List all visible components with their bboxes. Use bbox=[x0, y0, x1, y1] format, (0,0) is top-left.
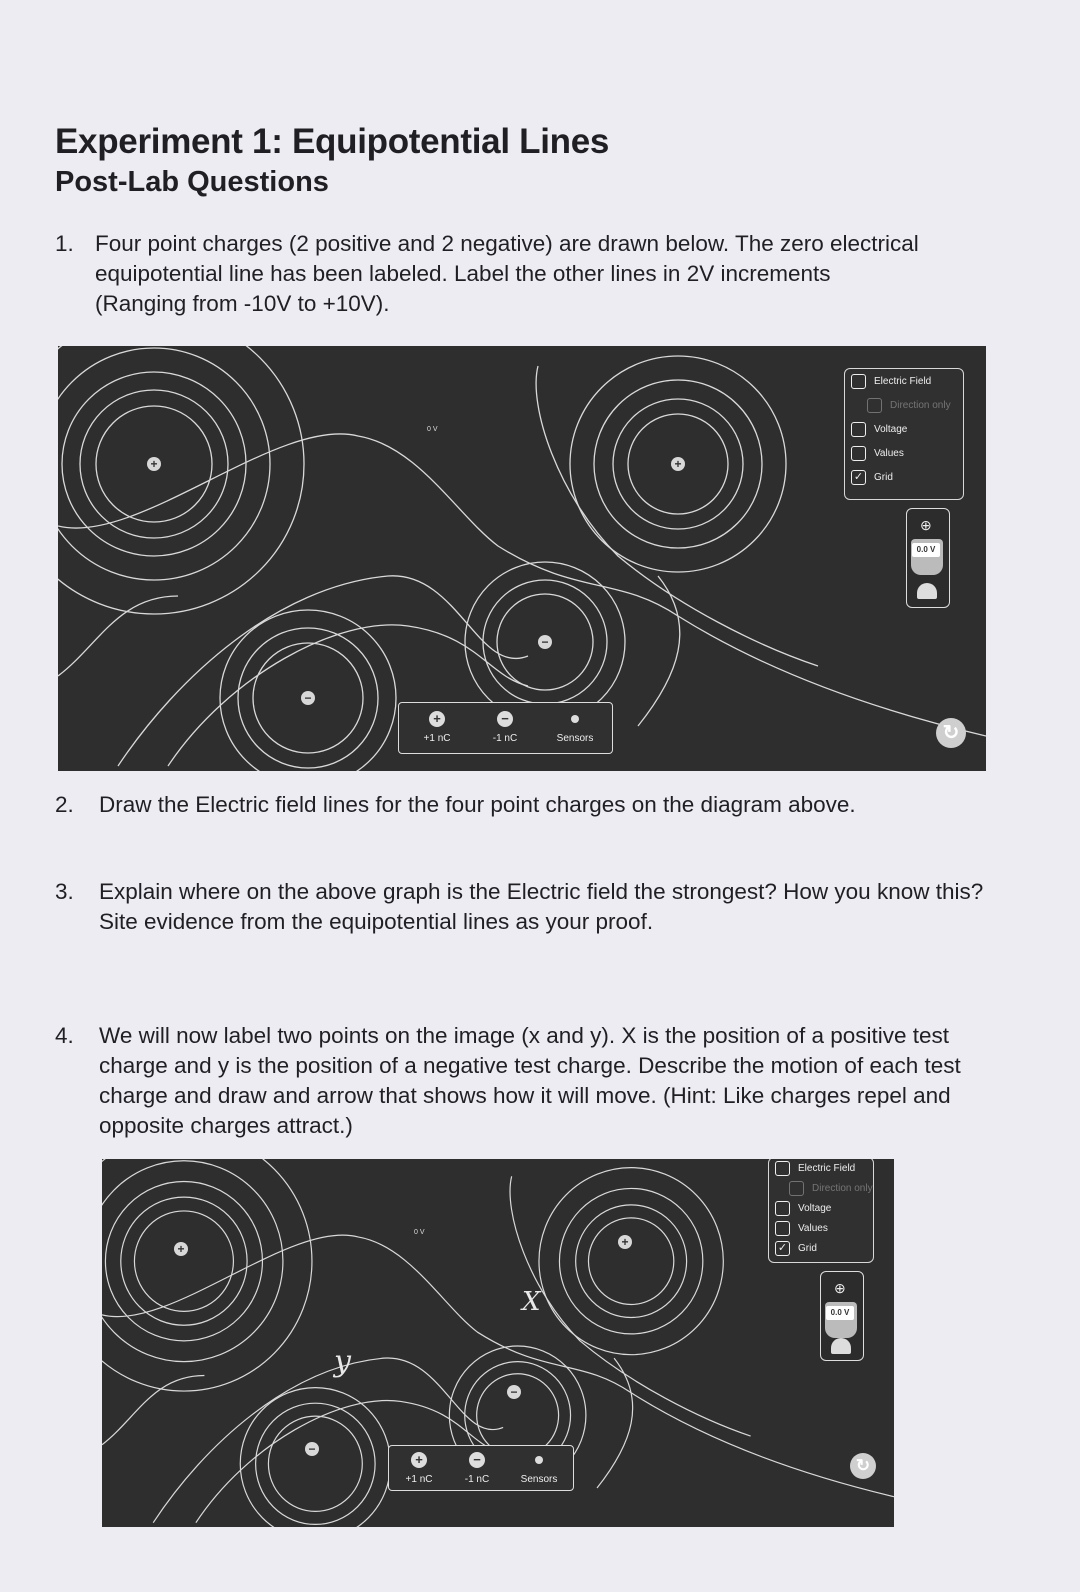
options-panel bbox=[844, 368, 964, 500]
grid-option[interactable]: ✓ Grid bbox=[845, 465, 963, 489]
checkbox[interactable] bbox=[789, 1181, 804, 1196]
voltage-readout: 0.0 V bbox=[826, 1306, 854, 1320]
minus-icon: − bbox=[497, 711, 513, 727]
crosshair-icon: ⊕ bbox=[834, 1280, 846, 1296]
checkbox[interactable] bbox=[867, 398, 882, 413]
question-number: 4. bbox=[55, 1023, 74, 1048]
equipotential-simulation-1 bbox=[58, 346, 986, 771]
electric-field-option[interactable]: Electric Field bbox=[769, 1159, 873, 1178]
grid-option[interactable]: ✓ Grid bbox=[769, 1238, 873, 1258]
negative-charge[interactable]: − bbox=[305, 1442, 319, 1456]
zero-volt-label: 0 V bbox=[414, 1229, 425, 1236]
positive-charge-source[interactable]: + +1 nC bbox=[405, 1452, 433, 1485]
options-panel bbox=[768, 1159, 874, 1263]
checkmark-icon[interactable]: ✓ bbox=[775, 1241, 790, 1256]
page-subtitle: Post-Lab Questions bbox=[55, 166, 329, 198]
negative-charge-source[interactable]: − -1 nC bbox=[464, 1452, 490, 1485]
negative-charge-source[interactable]: − -1 nC bbox=[492, 711, 518, 744]
minus-icon: − bbox=[469, 1452, 485, 1468]
checkbox[interactable] bbox=[851, 374, 866, 389]
charges-toolbox bbox=[398, 702, 613, 754]
positive-charge[interactable]: + bbox=[618, 1235, 632, 1249]
checkbox[interactable] bbox=[775, 1221, 790, 1236]
equipotential-simulation-2 bbox=[102, 1159, 894, 1527]
question-number: 2. bbox=[55, 792, 74, 817]
values-option[interactable]: Values bbox=[845, 441, 963, 465]
question-text: Draw the Electric field lines for the four point charges on the diagram above. bbox=[99, 792, 856, 817]
voltmeter-tool[interactable] bbox=[820, 1271, 864, 1361]
negative-charge[interactable]: − bbox=[538, 635, 552, 649]
direction-only-option[interactable]: Direction only bbox=[769, 1178, 873, 1198]
handwritten-x-mark: X bbox=[522, 1287, 541, 1317]
negative-charge[interactable]: − bbox=[507, 1385, 521, 1399]
question-number: 3. bbox=[55, 879, 74, 904]
sensor-dot-icon bbox=[535, 1456, 543, 1464]
voltmeter-tool[interactable] bbox=[906, 508, 950, 608]
question-text: We will now label two points on the image (x and y). X is the position of a positive test charge and y is the position of a negative test charge. Describe the motion of each test charge and draw and arrow that shows how it will move. (Hint: Like charges repel and opposite charges attract.) bbox=[99, 1023, 961, 1138]
checkbox[interactable] bbox=[775, 1201, 790, 1216]
page-title: Experiment 1: Equipotential Lines bbox=[55, 122, 610, 161]
charges-toolbox bbox=[388, 1445, 574, 1491]
values-option[interactable]: Values bbox=[769, 1218, 873, 1238]
question-text: Four point charges (2 positive and 2 negative) are drawn below. The zero electrical equipotential line has been labeled. Label the other lines in 2V increments (Ranging from -10V to +10V). bbox=[95, 231, 919, 316]
sensors-source[interactable]: Sensors bbox=[509, 1452, 569, 1485]
plus-icon: + bbox=[429, 711, 445, 727]
electric-field-option[interactable]: Electric Field bbox=[845, 369, 963, 393]
reset-button[interactable]: ↻ bbox=[936, 718, 966, 748]
pencil-icon bbox=[917, 583, 937, 599]
checkbox[interactable] bbox=[775, 1161, 790, 1176]
reset-button[interactable]: ↻ bbox=[850, 1453, 876, 1479]
voltage-option[interactable]: Voltage bbox=[769, 1198, 873, 1218]
sensor-dot-icon bbox=[571, 715, 579, 723]
voltage-readout: 0.0 V bbox=[912, 543, 940, 557]
positive-charge[interactable]: + bbox=[147, 457, 161, 471]
handwritten-y-mark: y bbox=[334, 1344, 351, 1379]
sensors-source[interactable]: Sensors bbox=[545, 711, 605, 744]
checkbox[interactable] bbox=[851, 446, 866, 461]
checkbox[interactable] bbox=[851, 422, 866, 437]
question-text: Explain where on the above graph is the Electric field the strongest? How you know this? Site evidence from the equipotential lines as your proof. bbox=[99, 879, 984, 934]
positive-charge[interactable]: + bbox=[174, 1242, 188, 1256]
crosshair-icon: ⊕ bbox=[920, 517, 932, 533]
positive-charge-source[interactable]: + +1 nC bbox=[423, 711, 451, 744]
pencil-icon bbox=[831, 1338, 851, 1354]
positive-charge[interactable]: + bbox=[671, 457, 685, 471]
voltage-option[interactable]: Voltage bbox=[845, 417, 963, 441]
checkmark-icon[interactable]: ✓ bbox=[851, 470, 866, 485]
negative-charge[interactable]: − bbox=[301, 691, 315, 705]
plus-icon: + bbox=[411, 1452, 427, 1468]
zero-volt-label: 0 V bbox=[427, 426, 438, 433]
direction-only-option[interactable]: Direction only bbox=[845, 393, 963, 417]
question-number: 1. bbox=[55, 231, 74, 256]
